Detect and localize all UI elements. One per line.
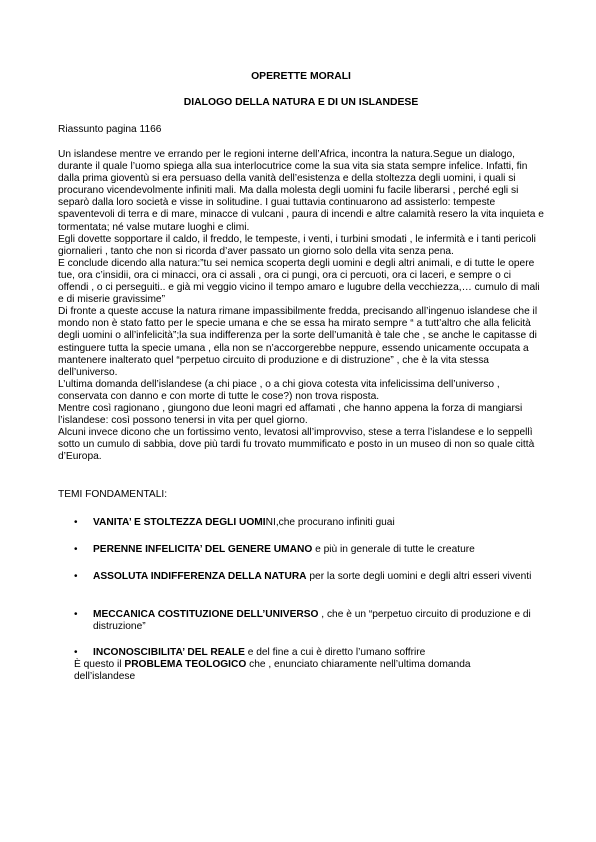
paragraph: Egli dovette sopportare il caldo, il freddo, le tempeste, i venti, i turbini smodati , le infermità e i tanti pericoli giornalieri , tanto che non si ricorda d’aver passato un giorno solo della vita senza pena.	[58, 233, 536, 257]
theme-description: per la sorte degli uomini e degli altri esseri viventi	[306, 571, 532, 582]
bullet-icon: •	[74, 517, 78, 528]
closing-note	[74, 659, 514, 683]
list-item-text	[93, 647, 533, 659]
paragraph: E conclude dicendo alla natura:”tu sei nemica scoperta degli uomini e degli altri animali, e di tutte le opere tue, ora c’insidii, ora ci minacci, ora ci assali , ora ci pungi, ora ci percuoti, ora ci laceri, e sempre o ci offendi , o ci perseguiti.. e già mi veggio vicino il tempo amaro e lugubre della vecchiezza,… cumulo di mali e di miserie gravissime”	[58, 257, 540, 306]
list-item-text	[93, 571, 533, 583]
theme-description: NI,che procurano infiniti guai	[265, 517, 395, 528]
summary-body	[58, 149, 544, 463]
bullet-icon: •	[74, 571, 78, 582]
paragraph: Alcuni invece dicono che un fortissimo vento, levatosi all’improvviso, stese a terra l’islandese e lo seppellì sotto un cumulo di sabbia, dove più tardi fu trovato mummificato e posto in un museo di non so quale città d’Europa.	[58, 427, 535, 463]
theme-keyword: VANITA’ E STOLTEZZA DEGLI UOMI	[93, 517, 266, 528]
bullet-icon: •	[74, 544, 78, 555]
paragraph: Un islandese mentre ve errando per le regioni interne dell’Africa, incontra la natura.Segue un dialogo, durante il quale l’uomo spiega alla sua interlocutrice come la sua vita sia stata sempre infelice. Infatti, fin dalla prima gioventù si era persuaso della vanità dell’esistenza e della stoltezza degli uomini, i quali si procurano vicendevolmente infiniti mali. Ma dalla molesta degli uomini fu facile liberarsi , perché egli si separò dalla loro società e visse in solitudine. I guai tuttavia continuarono ad assisterlo: tempeste spaventevoli di terra e di mare, minacce di vulcani , paura di incendi e altre calamità resero la vita inquieta e tormentata; né valse mutare luoghi e climi.	[58, 149, 544, 233]
document-subtitle: DIALOGO DELLA NATURA E DI UN ISLANDESE	[183, 97, 419, 108]
theme-keyword: INCONOSCIBILITA’ DEL REALE	[93, 647, 245, 658]
document-title: OPERETTE MORALI	[251, 71, 351, 82]
paragraph: Mentre così ragionano , giungono due leoni magri ed affamati , che hanno appena la forza di mangiarsi l’islandese: così possono tenersi in vita per quel giorno.	[58, 402, 523, 427]
bullet-icon: •	[74, 647, 78, 658]
theme-description: e del fine a cui è diretto l’umano soffrire	[244, 647, 426, 658]
paragraph: Di fronte a queste accuse la natura rimane impassibilmente fredda, precisando all’ingenuo islandese che il mondo non è stato fatto per le specie umana e che se essa ha mirato sempre “ a tutt’altro che alla felicità degli uomini o all’infelicità”;la sua indifferenza per la sorte dell’umanità è tale che , se anche le capitasse di estinguere tutta la specie umana , ella non se n’accorgerebbe neppure, essendo unicamente occupata a mantenere inalterato quel “perpetuo circuito di produzione e di distruzione” , che è la vita stessa dell’universo.	[58, 306, 538, 378]
bullet-icon: •	[74, 609, 78, 620]
list-item-text	[93, 609, 533, 633]
summary-reference: Riassunto pagina 1166	[58, 124, 162, 135]
theme-description: , che è un “perpetuo circuito di produzione e di distruzione”	[93, 609, 531, 633]
list-item-text	[93, 544, 533, 556]
theme-keyword: PERENNE INFELICITA’ DEL GENERE UMANO	[93, 544, 313, 555]
themes-heading: TEMI FONDAMENTALI:	[58, 489, 168, 500]
list-item-text	[93, 517, 533, 529]
paragraph: L’ultima domanda dell’islandese (a chi piace , o a chi giova cotesta vita infelicissima dell’universo , conservata con danno e con morte di tutte le cose?) non trova risposta.	[58, 378, 500, 402]
closing-keyword: PROBLEMA TEOLOGICO	[124, 659, 247, 670]
closing-prefix: È questo il	[74, 659, 125, 670]
theme-description: e più in generale di tutte le creature	[312, 544, 475, 555]
closing-suffix: che , enunciato chiaramente nell’ultima domanda dell’islandese	[74, 659, 471, 683]
theme-keyword: ASSOLUTA INDIFFERENZA DELLA NATURA	[93, 571, 307, 582]
theme-keyword: MECCANICA COSTITUZIONE DELL’UNIVERSO	[93, 609, 319, 620]
